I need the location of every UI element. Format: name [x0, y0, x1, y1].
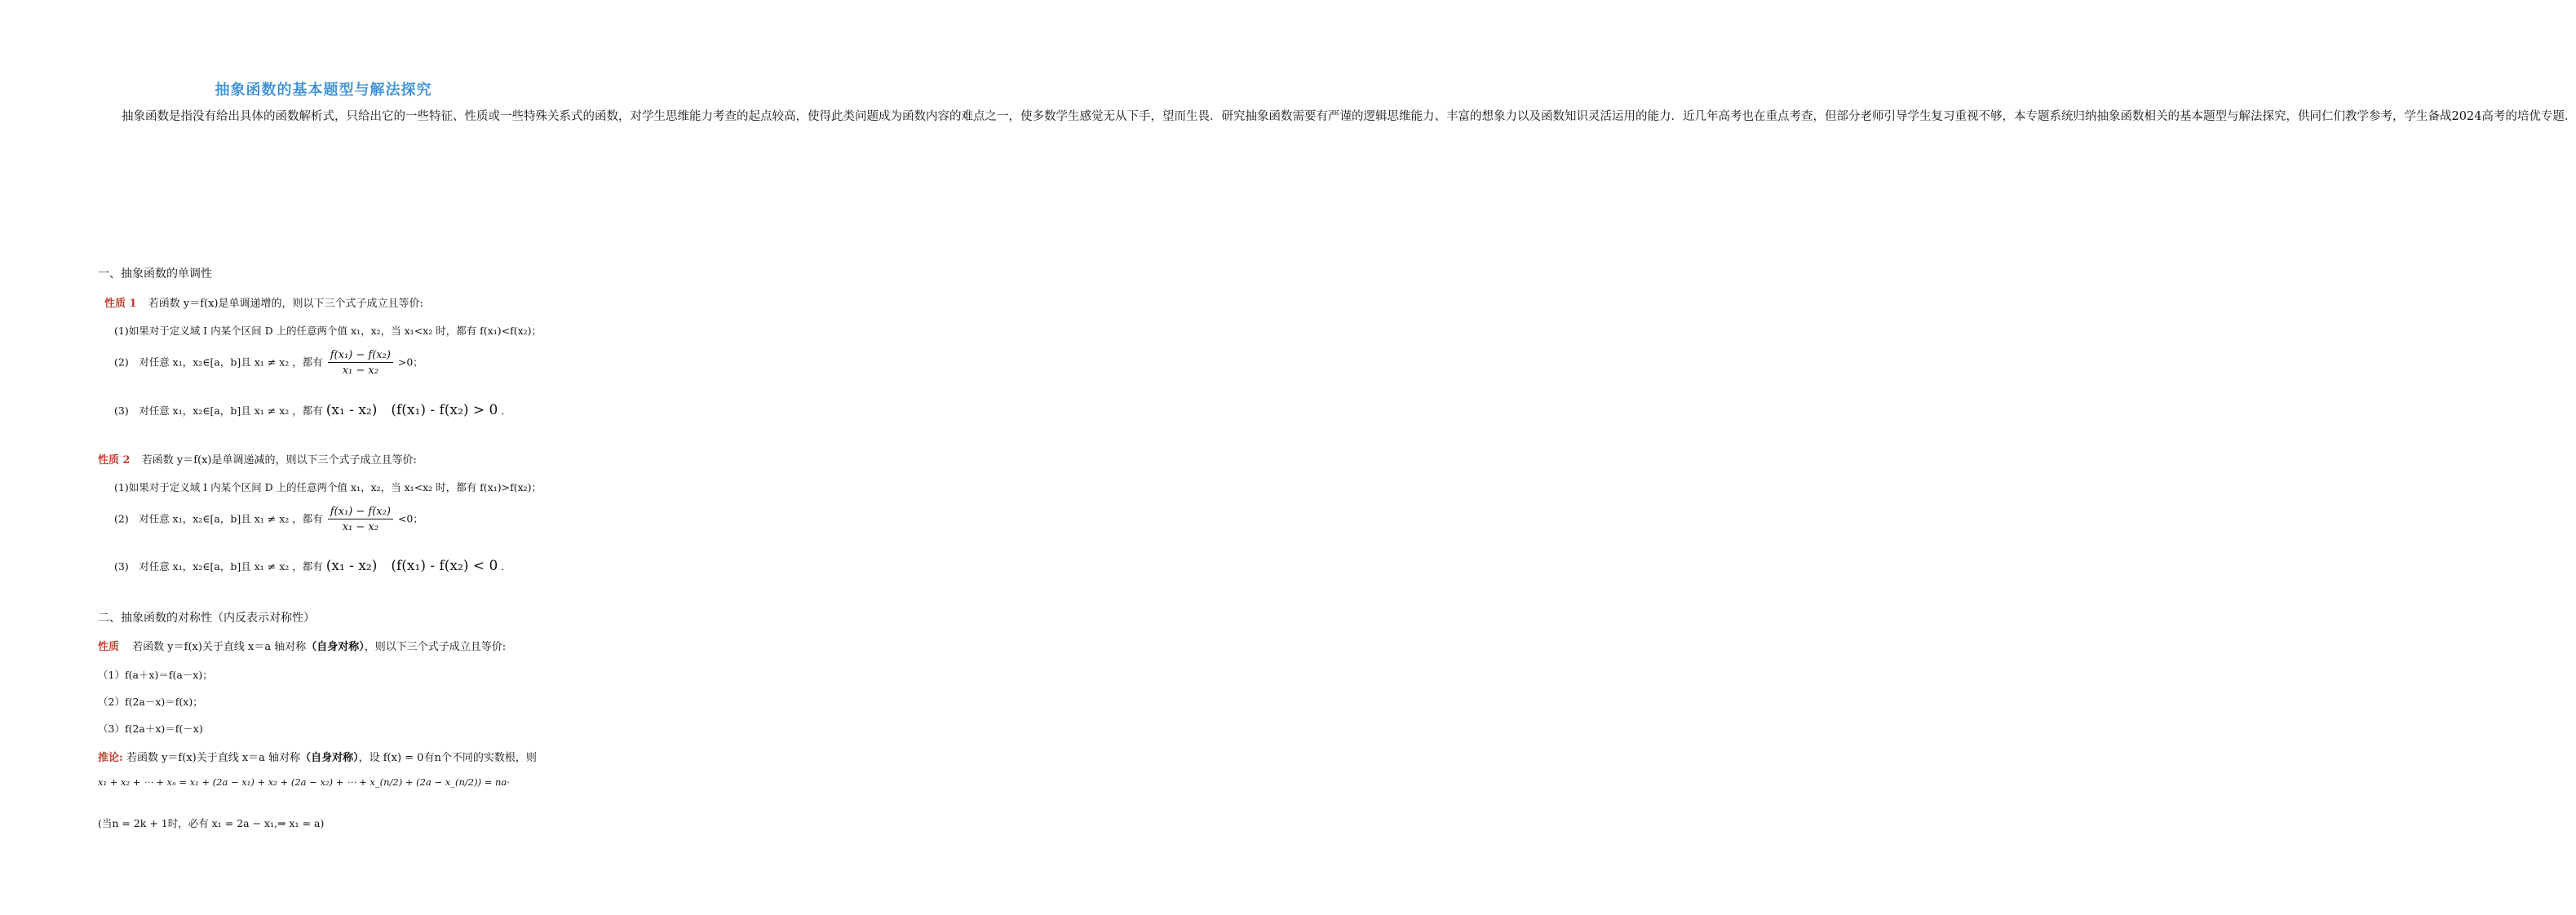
symmetry-item1: （1）f(a＋x)＝f(a－x)；	[98, 669, 213, 681]
corollary-text-b: （自身对称）	[300, 752, 359, 764]
intro-text: 抽象函数是指没有给出具体的函数解析式，只给出它的一些特征、性质或一些特殊关系式的函数，对学生思维能力考查的起点较高，使得此类问题成为函数内容的难点之一，使多数学生感觉无从下手，望而生畏．研究抽象函数需要有严谨的逻辑思维能力、丰富的想象力以及函数知识灵活运用的能力．近几年高考也在重点考查，但部分老师引导学生复习重视不够，本专题系统归纳抽象函数相关的基本题型与解法探究，供同仁们教学参考，学生备战2024高考的培优专题．	[122, 110, 2576, 123]
symmetry-text-a: 若函数 y＝f(x)关于直线 x＝a 轴对称	[132, 641, 307, 653]
symmetry-item2: （2）f(2a－x)＝f(x)；	[98, 696, 203, 708]
prop2-item3-pre: (3) 对任意 x₁，x₂∈[a，b]且 x₁ ≠ x₂ ，都有	[114, 560, 323, 572]
prop2-label: 性质 2	[98, 454, 131, 466]
page-title: 抽象函数的基本题型与解法探究	[215, 82, 432, 99]
prop1-fraction	[328, 349, 393, 377]
corollary-statement	[98, 749, 537, 764]
prop1-item3-pre: (3) 对任意 x₁，x₂∈[a，b]且 x₁ ≠ x₂ ，都有	[114, 404, 323, 417]
fraction-numerator: f(x₁) − f(x₂)	[328, 349, 393, 363]
section1-heading: 一、抽象函数的单调性	[98, 267, 212, 281]
prop2-item3-math: (x₁ - x₂) (f(x₁) - f(x₂) < 0	[325, 558, 498, 574]
symmetry-item3: （3）f(2a＋x)＝f(－x)	[98, 723, 203, 735]
prop1-item3	[114, 398, 511, 418]
prop2-item2	[114, 506, 423, 533]
fraction-denominator: x₁ − x₂	[342, 521, 378, 533]
fraction-numerator: f(x₁) − f(x₂)	[328, 506, 393, 519]
prop1-text: 若函数 y＝f(x)是单调递增的，则以下三个式子成立且等价:	[148, 298, 423, 310]
corollary-note: (当n = 2k + 1时，必有 x₁ = 2a − x₁,⇒ x₁ = a)	[98, 817, 325, 829]
symmetry-property	[98, 638, 506, 653]
corollary-formula: x₁ + x₂ + ⋯ + xₙ = x₁ + (2a − x₁) + x₂ + (2a − x₂) + ⋯ + x_(n/2) + (2a − x_(n/2)) = na·	[98, 776, 510, 788]
prop2-item3	[114, 554, 511, 574]
symmetry-label: 性质	[98, 641, 120, 653]
prop1-item1: (1)如果对于定义域 I 内某个区间 D 上的任意两个值 x₁，x₂，当 x₁<x₂ 时，都有 f(x₁)<f(x₂)；	[114, 325, 542, 337]
symmetry-text-b: （自身对称）	[306, 641, 365, 653]
fraction-denominator: x₁ − x₂	[342, 365, 378, 377]
corollary-text-c: ，设 f(x) = 0有n个不同的实数根，则	[358, 752, 537, 764]
corollary-label: 推论:	[98, 752, 123, 764]
prop2-fraction	[328, 506, 393, 533]
prop2-statement	[98, 451, 417, 466]
prop2-text: 若函数 y＝f(x)是单调递减的，则以下三个式子成立且等价:	[141, 454, 417, 466]
prop1-item2-post: >0；	[397, 356, 423, 369]
prop2-item2-post: <0；	[397, 512, 423, 525]
prop1-item3-post: ．	[501, 404, 511, 417]
prop2-item1: (1)如果对于定义域 I 内某个区间 D 上的任意两个值 x₁，x₂，当 x₁<x₂ 时，都有 f(x₁)>f(x₂)；	[114, 481, 542, 493]
prop1-label: 性质 1	[104, 298, 137, 310]
prop2-item3-post: ．	[501, 560, 511, 572]
prop2-item2-pre: (2) 对任意 x₁，x₂∈[a，b]且 x₁ ≠ x₂ ，都有	[114, 512, 323, 525]
prop1-item2	[114, 349, 423, 377]
prop1-statement	[104, 294, 423, 310]
intro-paragraph	[98, 106, 2576, 128]
prop1-item3-math: (x₁ - x₂) (f(x₁) - f(x₂) > 0	[325, 402, 498, 418]
section2-heading: 二、抽象函数的对称性（内反表示对称性）	[98, 612, 315, 625]
prop1-item2-pre: (2) 对任意 x₁，x₂∈[a，b]且 x₁ ≠ x₂ ，都有	[114, 356, 323, 369]
symmetry-text-c: ，则以下三个式子成立且等价:	[364, 641, 507, 653]
corollary-text-a: 若函数 y＝f(x)关于直线 x＝a 轴对称	[126, 752, 301, 764]
